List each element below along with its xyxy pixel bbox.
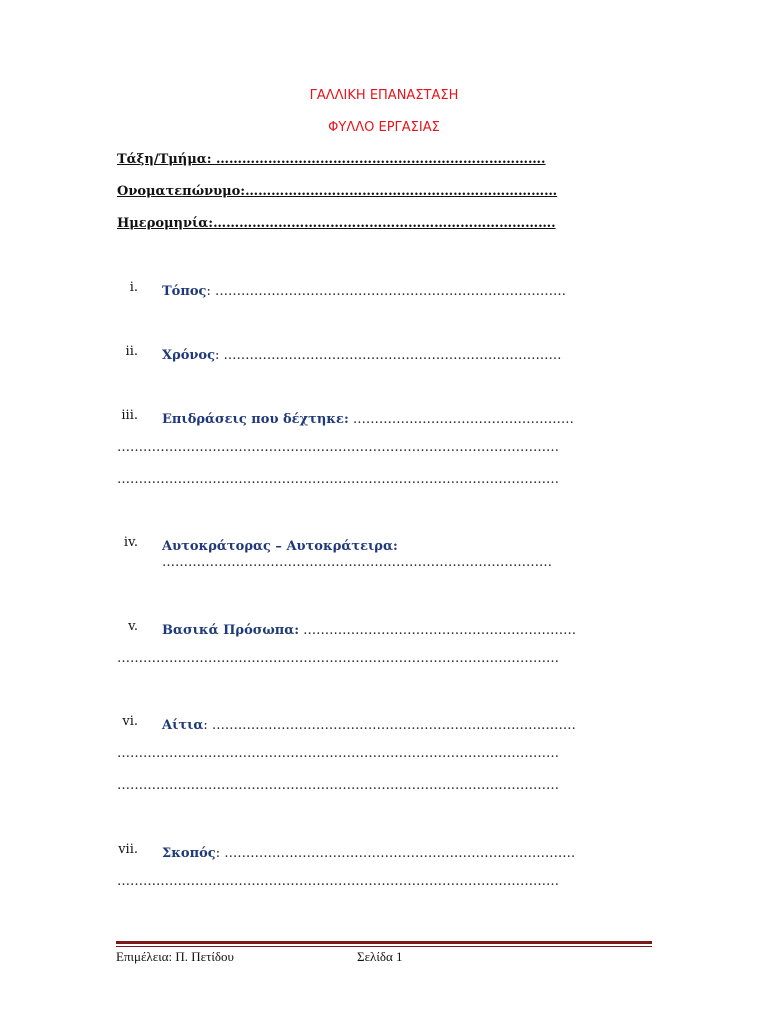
- item-number: vii.: [118, 842, 138, 857]
- document-title: ΓΑΛΛΙΚΗ ΕΠΑΝΑΣΤΑΣΗ: [309, 88, 459, 103]
- answer-line: …………………………………………………………………………………………: [117, 440, 559, 455]
- answer-line: ………………………………………………………………………………: [162, 555, 552, 570]
- item-number: vi.: [122, 714, 138, 729]
- item-label: Χρόνος: [162, 348, 216, 363]
- item-number: i.: [129, 280, 138, 295]
- item-dots: ……………………………………………: [348, 412, 574, 427]
- item-purpose: [162, 842, 575, 861]
- answer-line: …………………………………………………………………………………………: [117, 778, 559, 793]
- item-label: Βασικά Πρόσωπα:: [162, 623, 300, 638]
- footer-author: Επιμέλεια: Π. Πετίδου: [116, 949, 234, 964]
- item-place: [162, 280, 566, 299]
- footer-page-number: Σελίδα 1: [357, 949, 403, 964]
- footer-divider: [116, 941, 652, 944]
- answer-line: …………………………………………………………………………………………: [117, 746, 559, 761]
- item-key-persons: [162, 619, 576, 638]
- item-dots: ………………………………………………………: [299, 623, 577, 638]
- document-subtitle: ΦΥΛΛΟ ΕΡΓΑΣΙΑΣ: [328, 120, 440, 135]
- item-number: iv.: [123, 535, 138, 550]
- item-dots: : …………………………………………………………………………: [203, 718, 576, 733]
- item-number: ii.: [125, 344, 138, 359]
- item-time: [162, 344, 562, 363]
- item-number: v.: [128, 619, 138, 634]
- class-field: Τάξη/Τμήμα: ………………………………………………………………….: [117, 152, 546, 167]
- item-label: Αυτοκράτορας – Αυτοκράτειρα:: [162, 539, 398, 554]
- item-emperor: [162, 535, 398, 554]
- footer-divider-thin: [116, 946, 652, 947]
- date-field: Ημερομηνία:…………………………………………………………………….: [117, 216, 556, 231]
- item-label: Αίτια: [162, 718, 204, 733]
- answer-line: …………………………………………………………………………………………: [117, 472, 559, 487]
- item-causes: [162, 714, 576, 733]
- item-number: iii.: [121, 408, 138, 423]
- answer-line: …………………………………………………………………………………………: [117, 874, 559, 889]
- answer-line: …………………………………………………………………………………………: [117, 651, 559, 666]
- item-label: Επιδράσεις που δέχτηκε:: [162, 412, 349, 427]
- item-dots: : ………………………………………………………………………: [215, 846, 576, 861]
- name-field: Ονοματεπώνυμο:………………………………………………………………: [117, 184, 558, 199]
- item-influences: [162, 408, 574, 427]
- item-label: Σκοπός: [162, 846, 216, 861]
- item-dots: : ……………………………………………………………………: [215, 348, 562, 363]
- item-dots: : ………………………………………………………………………: [206, 284, 566, 299]
- item-label: Τόπος: [162, 284, 207, 299]
